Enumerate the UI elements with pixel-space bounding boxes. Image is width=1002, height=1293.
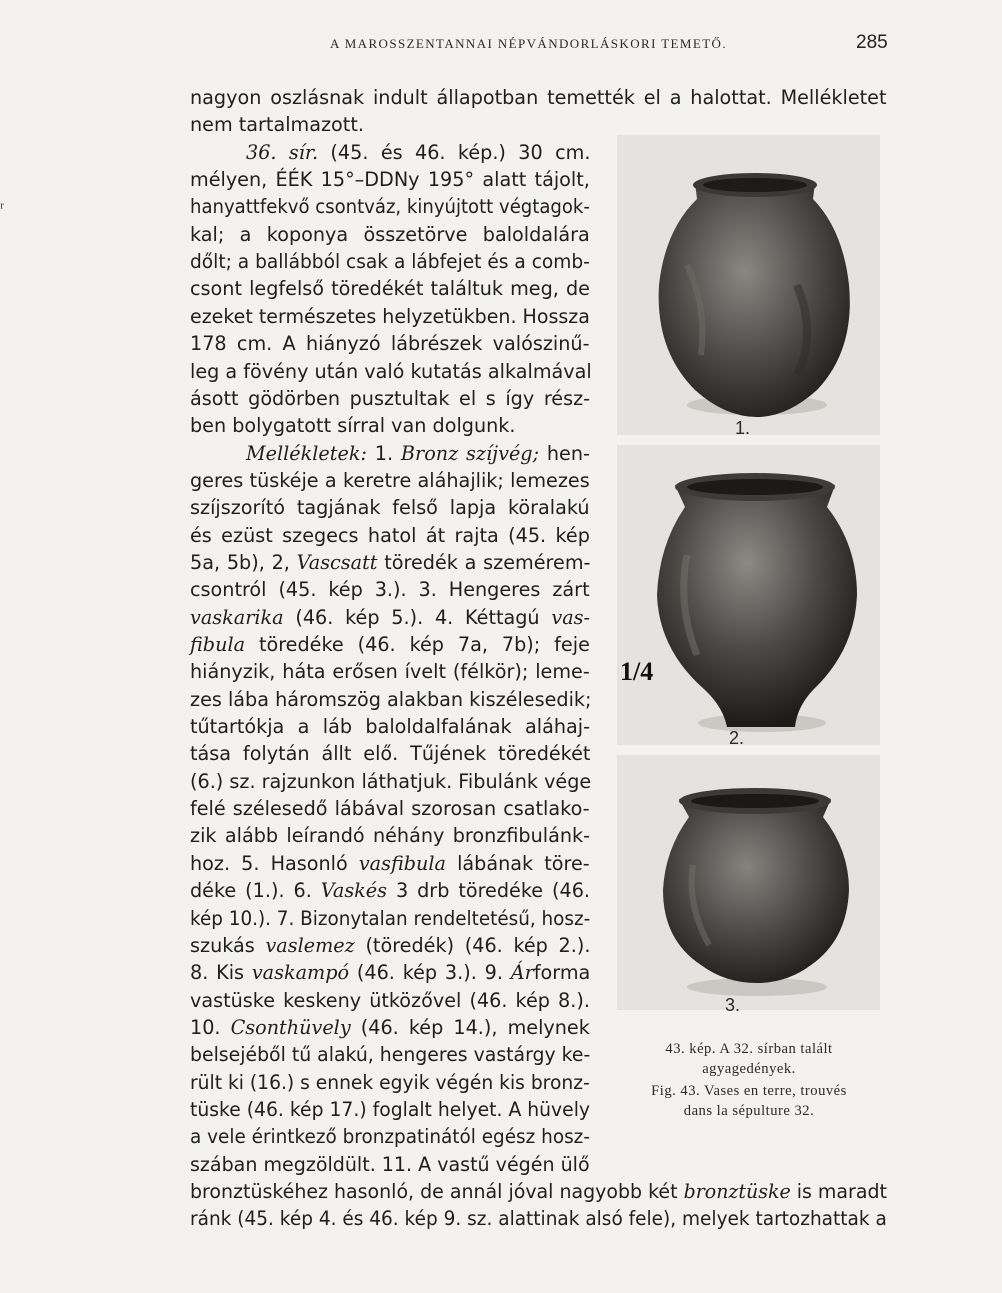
text-run: (46. kép 14.), melynek — [350, 1015, 590, 1039]
photo-label-3: 3. — [725, 995, 741, 1015]
caption-fr-2: dans la sépulture 32. — [683, 1103, 815, 1119]
text-run: szukás — [190, 933, 266, 957]
text-line — [190, 1096, 590, 1123]
text-line — [190, 932, 590, 959]
text-line — [190, 1205, 887, 1232]
text-run: töredék a szemérem- — [377, 550, 591, 574]
text-line — [190, 987, 590, 1014]
text-line — [190, 1178, 887, 1205]
text-run: a vele érintkező bronzpatinától egész hosz- — [190, 1125, 590, 1149]
text-line — [190, 549, 590, 576]
italic-term: vaskampó — [251, 961, 350, 985]
caption-hu-1: 43. kép. A 32. sírban talált — [665, 1041, 833, 1057]
italic-term: Vaskés — [320, 879, 387, 903]
text-run: rült ki (16.) s ennek egyik végén kis bronz- — [190, 1070, 590, 1094]
text-line — [190, 631, 590, 658]
text-line — [190, 330, 590, 357]
text-run: tüske (46. kép 17.) foglalt helyet. A hüvely — [190, 1097, 591, 1121]
text-line — [190, 768, 591, 795]
text-run: tása folytán állt elő. Tűjének töredékét — [190, 742, 591, 766]
text-line — [190, 303, 590, 330]
text-line — [190, 576, 590, 603]
text-run: (6.) sz. rajzunkon láthatjuk. Fibulánk vége — [190, 769, 592, 793]
text-run: kal; a koponya összetörve baloldalára — [190, 222, 590, 246]
text-line — [190, 275, 590, 302]
text-line — [190, 248, 590, 275]
text-run: mélyen, ÉÉK 15°–DDNy 195° alatt tájolt, — [190, 168, 590, 192]
text-line — [190, 111, 364, 138]
text-line — [190, 713, 590, 740]
text-run: geres tüskéje a keretre aláhajlik; lemezes — [190, 468, 590, 492]
text-line — [190, 221, 590, 248]
photo-label-2: 2. — [729, 728, 745, 748]
text-line — [190, 412, 516, 439]
text-line — [190, 494, 590, 521]
text-run: ásott gödörben pusztultak el s így rész- — [190, 386, 591, 410]
italic-term: fibula — [190, 633, 246, 656]
text-run: 1. — [366, 441, 401, 465]
text-line — [190, 385, 590, 412]
text-line — [190, 522, 590, 549]
text-run: töredéke (46. kép 7a, 7b); feje — [245, 633, 590, 656]
text-line — [190, 877, 590, 904]
running-head — [0, 34, 1002, 58]
text-run: hoz. 5. Hasonló — [190, 851, 359, 875]
vessel-3-image — [617, 755, 880, 1010]
text-run: leg a fövény után való kutatás alkalmával — [190, 359, 592, 383]
text-line — [190, 467, 590, 494]
text-run: 3 drb töredéke (46. — [387, 879, 591, 903]
text-run: nem tartalmazott. — [190, 113, 364, 137]
text-line — [190, 84, 887, 111]
text-line — [246, 440, 590, 467]
text-run: (45. és 46. kép.) 30 cm. — [318, 140, 591, 164]
caption-hu-2: agyagedények. — [702, 1061, 796, 1077]
text-run: és ezüst szegecs hatol át rajta (45. kép — [190, 523, 590, 547]
italic-term: vas- — [551, 605, 590, 629]
text-run: belsejéből tű alakú, hengeres vastárgy ke- — [190, 1043, 591, 1067]
text-run: zes lába háromszög alakban kiszélesedik; — [190, 687, 592, 711]
photo-vessel-1 — [617, 135, 880, 435]
italic-term: Bronz szíjvég; — [400, 441, 540, 465]
italic-term: Vascsatt — [296, 550, 378, 574]
text-run: csontról (45. kép 3.). 3. Hengeres zárt — [190, 578, 590, 602]
running-title: A MAROSSZENTANNAI NÉPVÁNDORLÁSKORI TEMETŐ. — [330, 36, 727, 51]
text-run: tűtartókja a láb baloldalfalának aláhaj- — [190, 715, 590, 739]
text-line — [190, 1069, 590, 1096]
text-run: forma — [533, 961, 591, 985]
italic-term: bronztüske — [683, 1180, 791, 1203]
text-line — [190, 795, 590, 822]
photo-vessel-3 — [617, 755, 880, 1010]
text-run: ezeket természetes helyzetükben. Hossza — [190, 304, 590, 328]
text-run: is maradt — [790, 1180, 887, 1203]
text-run: 178 cm. A hiányzó lábrészek valószinű- — [190, 332, 590, 356]
text-run: 8. Kis — [190, 961, 252, 985]
text-line — [190, 822, 590, 849]
text-line — [190, 959, 590, 986]
photo-label-1: 1. — [735, 418, 751, 438]
text-run: 5a, 5b), 2, — [190, 550, 297, 574]
text-run: szában megzöldült. 11. A vastű végén ülő — [190, 1152, 590, 1176]
text-line — [190, 1041, 590, 1068]
text-line — [190, 358, 592, 385]
text-run: 10. — [190, 1015, 231, 1039]
text-line — [190, 166, 590, 193]
vessel-1-image — [617, 135, 880, 435]
text-run: kép 10.). 7. Bizonytalan rendeltetésű, hosz- — [190, 906, 591, 930]
italic-term: Ár — [510, 961, 534, 985]
vessel-2-image — [617, 445, 880, 745]
text-run: hen- — [539, 441, 590, 465]
italic-term: vaslemez — [265, 933, 355, 957]
page-number: 285 — [856, 32, 888, 53]
text-line — [190, 740, 590, 767]
text-run: dőlt; a ballábból csak a lábfejet és a comb- — [190, 250, 590, 274]
text-run: lábának töre- — [445, 851, 590, 875]
text-line — [190, 193, 590, 220]
text-line — [246, 139, 590, 166]
text-run: csont legfelső töredékét találtuk meg, de — [190, 277, 590, 301]
text-line — [190, 1151, 590, 1178]
text-run: szíjszorító tagjának felső lapja köralakú — [190, 496, 590, 520]
italic-term: vasfibula — [358, 851, 446, 875]
scale-mark: 1/4 — [620, 657, 654, 686]
text-run: (46. kép 5.). 4. Kéttagú — [283, 605, 552, 629]
text-run: hanyattfekvő csontváz, kinyújtott végtagok- — [190, 195, 590, 219]
caption-fr-1: Fig. 43. Vases en terre, trouvés — [651, 1083, 847, 1099]
margin-mark: ᵣ — [0, 191, 5, 211]
text-run: bronztüskéhez hasonló, de annál jóval nagyobb két — [190, 1180, 684, 1203]
text-run: felé szélesedő lábával szorosan csatlako- — [190, 797, 590, 821]
text-line — [190, 905, 590, 932]
text-run: ben bolygatott sírral van dolgunk. — [190, 414, 516, 438]
text-run: nagyon oszlásnak indult állapotban temették el a halottat. Mellékletet — [190, 86, 887, 109]
text-line — [190, 1123, 590, 1150]
text-run: déke (1.). 6. — [190, 879, 321, 903]
italic-term: 36. sír. — [246, 140, 319, 164]
text-run: ránk (45. kép 4. és 46. kép 9. sz. alattinak alsó fele), melyek tartozhattak a — [190, 1207, 887, 1231]
text-line — [190, 1014, 590, 1041]
text-line — [190, 850, 590, 877]
text-run: hiányzik, háta erősen ívelt (félkör); leme- — [190, 660, 590, 684]
text-run: (46. kép 3.). 9. — [349, 961, 511, 985]
text-line — [190, 604, 590, 631]
figure-43 — [617, 135, 880, 1020]
text-line — [190, 686, 592, 713]
text-run: (töredék) (46. kép 2.). — [354, 933, 591, 957]
italic-term: Csonthüvely — [230, 1015, 351, 1039]
text-run: vastüske keskeny ütközővel (46. kép 8.). — [190, 988, 590, 1012]
italic-term: vaskarika — [190, 605, 284, 629]
text-run: zik alább leírandó néhány bronzfibulánk- — [190, 824, 591, 848]
photo-vessel-2 — [617, 445, 880, 745]
italic-term: Mellékletek: — [246, 441, 367, 465]
text-line — [190, 658, 590, 685]
